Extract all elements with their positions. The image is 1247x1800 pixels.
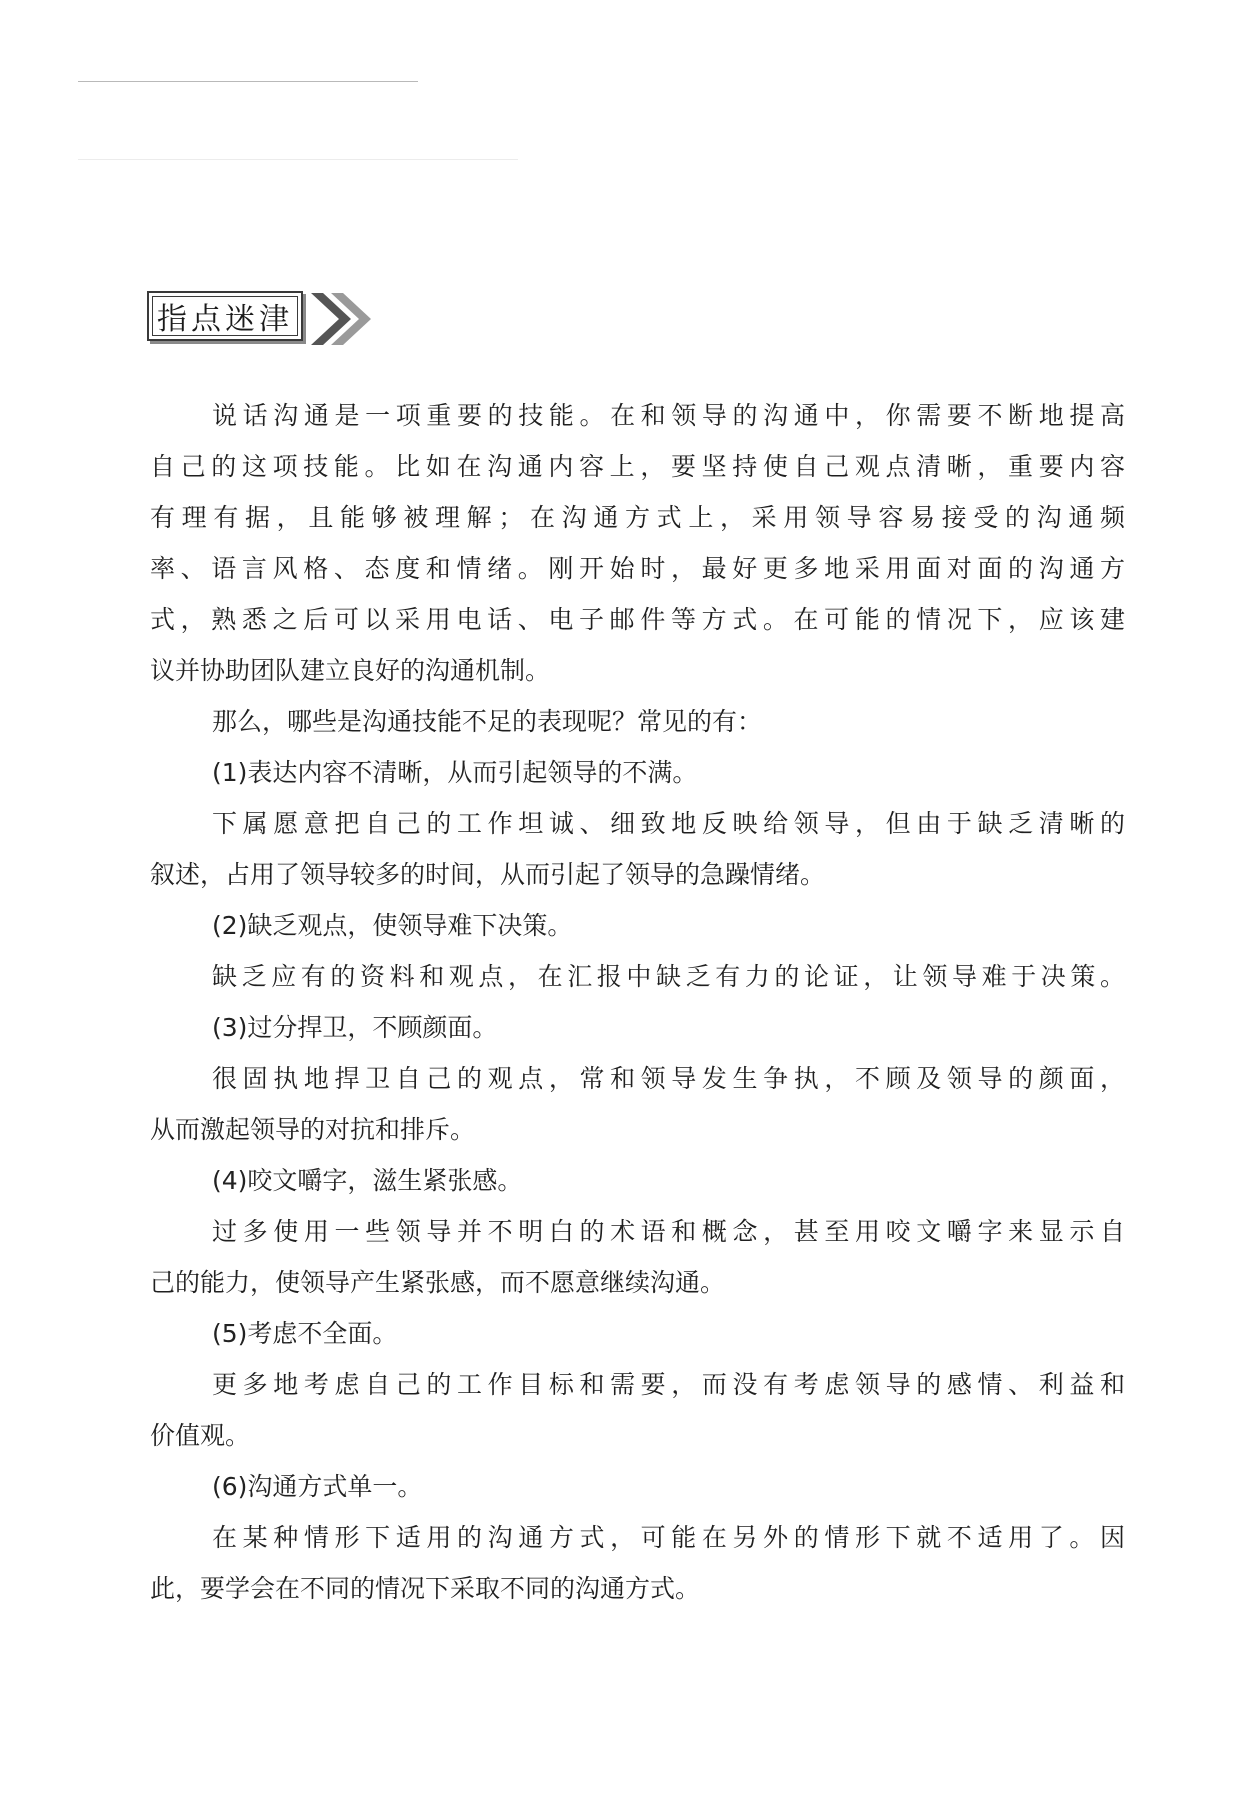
paragraph-line: 过多使用一些领导并不明白的术语和概念，甚至用咬文嚼字来显示自 (212, 1217, 1125, 1246)
paragraph-line: 说话沟通是一项重要的技能。在和领导的沟通中，你需要不断地提高 (212, 401, 1125, 430)
paragraph-line: 从而激起领导的对抗和排斥。 (150, 1115, 476, 1144)
paragraph-line: 下属愿意把自己的工作坦诚、细致地反映给领导，但由于缺乏清晰的 (212, 809, 1125, 838)
section-title-box (147, 291, 303, 341)
list-item-heading: (5)考虑不全面。 (212, 1319, 398, 1348)
paragraph-line: 率、语言风格、态度和情绪。刚开始时，最好更多地采用面对面的沟通方 (150, 554, 1125, 583)
paragraph-line: 缺乏应有的资料和观点，在汇报中缺乏有力的论证，让领导难于决策。 (212, 962, 1125, 991)
section-title: 指点迷津 (152, 296, 298, 336)
list-item-heading: (4)咬文嚼字，滋生紧张感。 (212, 1166, 523, 1195)
paragraph-line: 议并协助团队建立良好的沟通机制。 (150, 656, 551, 685)
body-text (150, 390, 1125, 1614)
paragraph-line: 自己的这项技能。比如在沟通内容上，要坚持使自己观点清晰，重要内容 (150, 452, 1125, 481)
faint-rule (78, 159, 518, 160)
list-item-heading: (2)缺乏观点，使领导难下决策。 (212, 911, 573, 940)
list-item-heading: (1)表达内容不清晰，从而引起领导的不满。 (212, 758, 698, 787)
paragraph-line: 很固执地捍卫自己的观点，常和领导发生争执，不顾及领导的颜面， (212, 1064, 1125, 1093)
paragraph-line: 那么，哪些是沟通技能不足的表现呢？常见的有： (212, 707, 763, 736)
paragraph-line: 叙述，占用了领导较多的时间，从而引起了领导的急躁情绪。 (150, 860, 826, 889)
paragraph-line: 价值观。 (150, 1421, 251, 1450)
paragraph-line: 此，要学会在不同的情况下采取不同的沟通方式。 (150, 1574, 701, 1603)
top-rule (78, 81, 418, 82)
double-arrow-icon (309, 291, 375, 347)
paragraph-line: 在某种情形下适用的沟通方式，可能在另外的情形下就不适用了。因 (212, 1523, 1125, 1552)
paragraph-line: 更多地考虑自己的工作目标和需要，而没有考虑领导的感情、利益和 (212, 1370, 1125, 1399)
list-item-heading: (6)沟通方式单一。 (212, 1472, 423, 1501)
section-header (147, 291, 377, 349)
paragraph-line: 己的能力，使领导产生紧张感，而不愿意继续沟通。 (150, 1268, 726, 1297)
paragraph-line: 有理有据，且能够被理解；在沟通方式上，采用领导容易接受的沟通频 (150, 503, 1125, 532)
paragraph-line: 式，熟悉之后可以采用电话、电子邮件等方式。在可能的情况下，应该建 (150, 605, 1125, 634)
list-item-heading: (3)过分捍卫，不顾颜面。 (212, 1013, 498, 1042)
